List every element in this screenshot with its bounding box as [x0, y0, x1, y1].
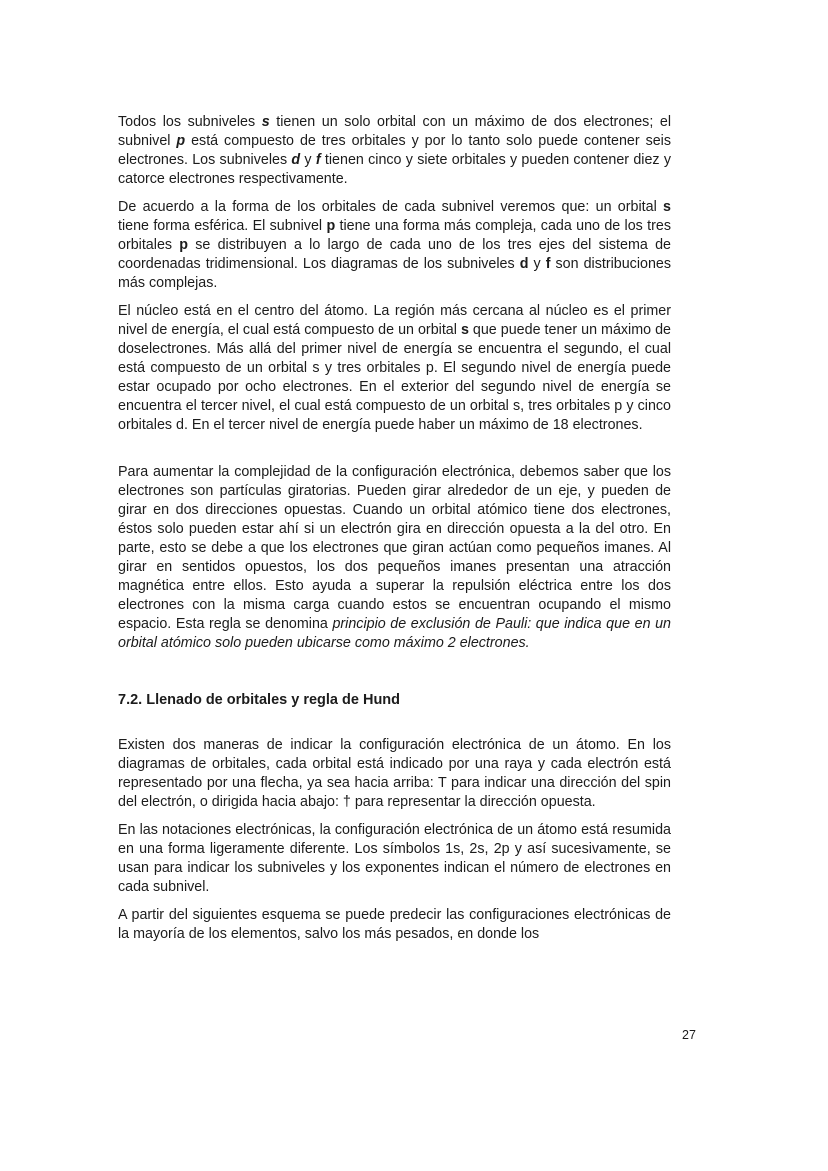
text-run: tienen un solo orbital con un máximo de dos electrones; el subnivel [118, 114, 671, 149]
symbol-p: p [179, 237, 189, 253]
text-run: y [528, 256, 546, 272]
symbol-s: s [261, 114, 270, 130]
text-run: De acuerdo a la forma de los orbitales de cada subnivel veremos que: un orbital [118, 199, 664, 215]
symbol-s: s [663, 199, 671, 215]
symbol-d: d [291, 152, 301, 168]
text-run: tienen cinco y siete orbitales y pueden contener diez y catorce electrones respectivamente. [118, 152, 671, 187]
text-run: tiene una forma más compleja, cada uno de los tres orbitales [118, 218, 672, 253]
text-run: está compuesto de tres orbitales y por lo tanto solo puede contener seis electrones. Los subniveles [118, 133, 671, 168]
section-heading: 7.2. Llenado de orbitales y regla de Hund [118, 692, 401, 708]
text-run: son distribuciones más complejas. [118, 256, 672, 291]
text-run: tiene forma esférica. El subnivel [118, 218, 327, 234]
text-run: que puede tener un máximo de doselectrones. Más allá del primer nivel de energía se encuentra el segundo, el cual está compuesto de un orbital s y tres orbitales p. El segundo nivel de energía puede estar ocupado por ocho electrones. En el exterior del segundo nivel de energía se encuentra el tercer nivel, el cual está compuesto de un orbital s, tres orbitales p y cinco orbitales d. En el tercer nivel de energía puede haber un máximo de 18 electrones. [118, 322, 671, 433]
symbol-d: d [519, 256, 529, 272]
paragraph-forma-orbitales [118, 198, 671, 293]
paragraph-notaciones: En las notaciones electrónicas, la configuración electrónica de un átomo está resumida en una forma ligeramente diferente. Los símbolos 1s, 2s, 2p y así sucesivamente, se usan para indicar los subniveles y los exponentes indican el número de electrones en cada subnivel. [118, 822, 671, 895]
symbol-f: f [545, 256, 551, 272]
text-run: Para aumentar la complejidad de la configuración electrónica, debemos saber que los electrones son partículas giratorias. Pueden girar alrededor de un eje, y pueden de girar en dos direcciones opuestas. Cuando un orbital atómico tiene dos electrones, éstos solo pueden estar ahí si un electrón gira en dirección opuesta a la del otro. En parte, esto se debe a que los electrones que giran actúan como pequeños imanes. Al girar en sentidos opuestos, los dos pequeños imanes presentan una atracción magnética entre ellos. Esto ayuda a superar la repulsión eléctrica entre los dos electrones con la misma carga cuando estos se encuentran ocupando el mismo espacio. Esta regla se denomina [118, 464, 671, 632]
paragraph-subniveles [118, 113, 671, 189]
page-body [118, 113, 671, 944]
symbol-p: p [326, 218, 336, 234]
symbol-p: p [176, 133, 186, 149]
paragraph-diagramas-orbitales: Existen dos maneras de indicar la configuración electrónica de un átomo. En los diagramas de orbitales, cada orbital está indicado por una raya y cada electrón está representado por una flecha, ya sea hacia arriba: T para indicar una dirección del spin del electrón, o dirigida hacia abajo: † para representar la dirección opuesta. [118, 737, 671, 810]
text-run: y [300, 152, 316, 168]
paragraph-niveles-energia [118, 302, 671, 435]
page-number: 27 [682, 1028, 696, 1042]
pauli-principle-italic: principio de exclusión de Pauli: que indica que en un orbital atómico solo pueden ubicarse como máximo 2 electrones. [118, 616, 672, 651]
text-run: Todos los subniveles [118, 114, 262, 130]
text-run: se distribuyen a lo largo de cada uno de los tres ejes del sistema de coordenadas tridimensional. Los diagramas de los subniveles [118, 237, 671, 272]
text-run: El núcleo está en el centro del átomo. La región más cercana al núcleo es el primer nivel de energía, el cual está compuesto de un orbital [118, 303, 671, 338]
symbol-s: s [460, 322, 469, 338]
paragraph-esquema: A partir del siguientes esquema se puede predecir las configuraciones electrónicas de la mayoría de los elementos, salvo los más pesados, en donde los [118, 907, 671, 942]
symbol-f: f [315, 152, 321, 168]
paragraph-spin-pauli [118, 463, 671, 653]
